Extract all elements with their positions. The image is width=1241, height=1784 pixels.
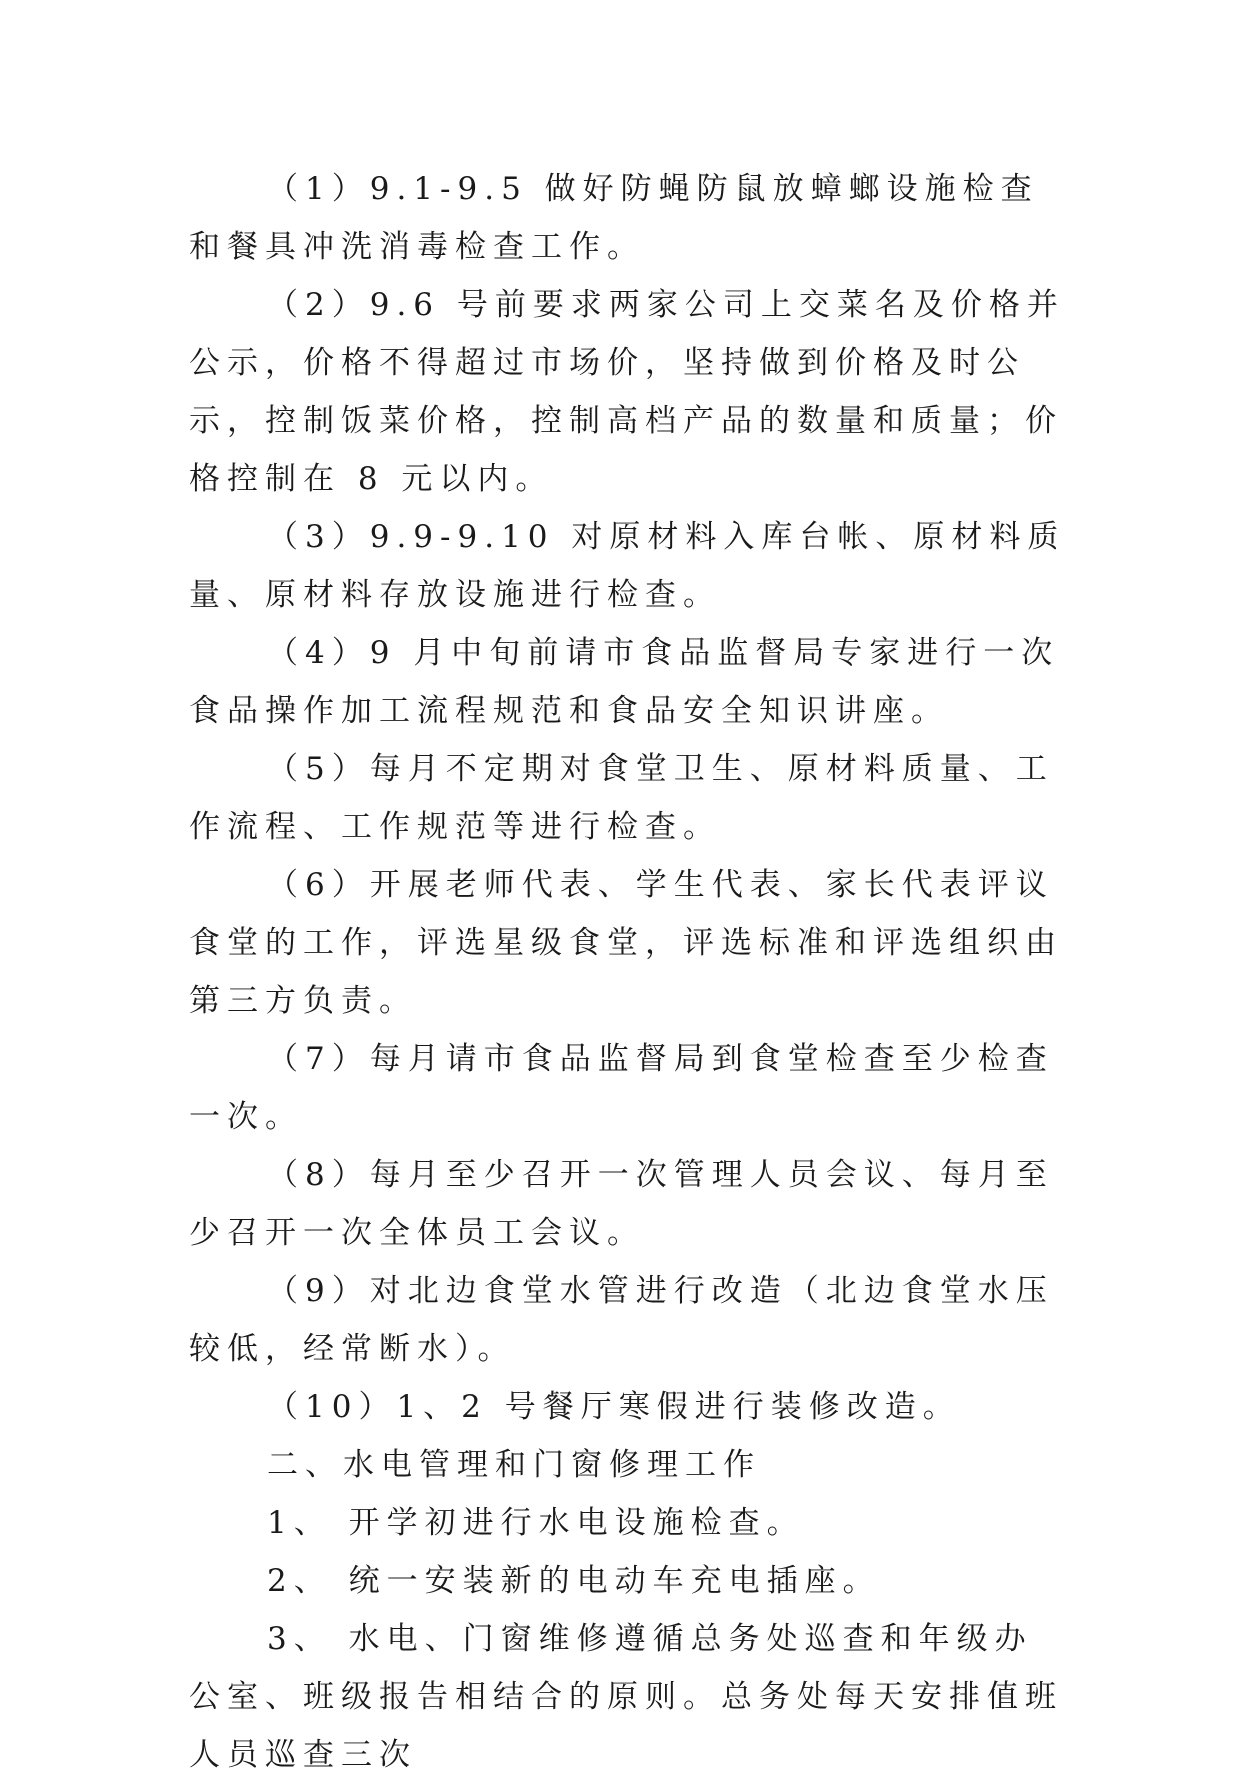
document-body [189,160,1069,1784]
paragraph-item-1: （1）9.1-9.5 做好防蝇防鼠放蟑螂设施检查和餐具冲洗消毒检查工作。 [189,171,1039,265]
paragraph-item-9: （9）对北边食堂水管进行改造（北边食堂水压较低，经常断水）。 [189,1273,1054,1367]
paragraph-item-3: （3）9.9-9.10 对原材料入库台帐、原材料质量、原材料存放设施进行检查。 [189,519,1066,613]
section-heading-utilities: 二、水电管理和门窗修理工作 [267,1447,761,1483]
paragraph-item-5: （5）每月不定期对食堂卫生、原材料质量、工作流程、工作规范等进行检查。 [189,751,1054,845]
paragraph-item-7: （7）每月请市食品监督局到食堂检查至少检查一次。 [189,1041,1054,1135]
paragraph-item-10: （10）1、2 号餐厅寒假进行装修改造。 [267,1389,961,1425]
paragraph-item-6: （6）开展老师代表、学生代表、家长代表评议食堂的工作，评选星级食堂，评选标准和评选组织由第三方负责。 [189,867,1063,1019]
utilities-item-1: 1、 开学初进行水电设施检查。 [267,1505,805,1541]
utilities-item-2: 2、 统一安装新的电动车充电插座。 [267,1563,881,1599]
paragraph-item-2: （2）9.6 号前要求两家公司上交菜名及价格并公示，价格不得超过市场价，坚持做到价格及时公示，控制饭菜价格，控制高档产品的数量和质量；价格控制在 8 元以内。 [189,287,1065,497]
utilities-item-3: 3、 水电、门窗维修遵循总务处巡查和年级办公室、班级报告相结合的原则。总务处每天安排值班人员巡查三次 [189,1621,1063,1773]
paragraph-item-4: （4）9 月中旬前请市食品监督局专家进行一次食品操作加工流程规范和食品安全知识讲座。 [189,635,1060,729]
paragraph-item-8: （8）每月至少召开一次管理人员会议、每月至少召开一次全体员工会议。 [189,1157,1054,1251]
